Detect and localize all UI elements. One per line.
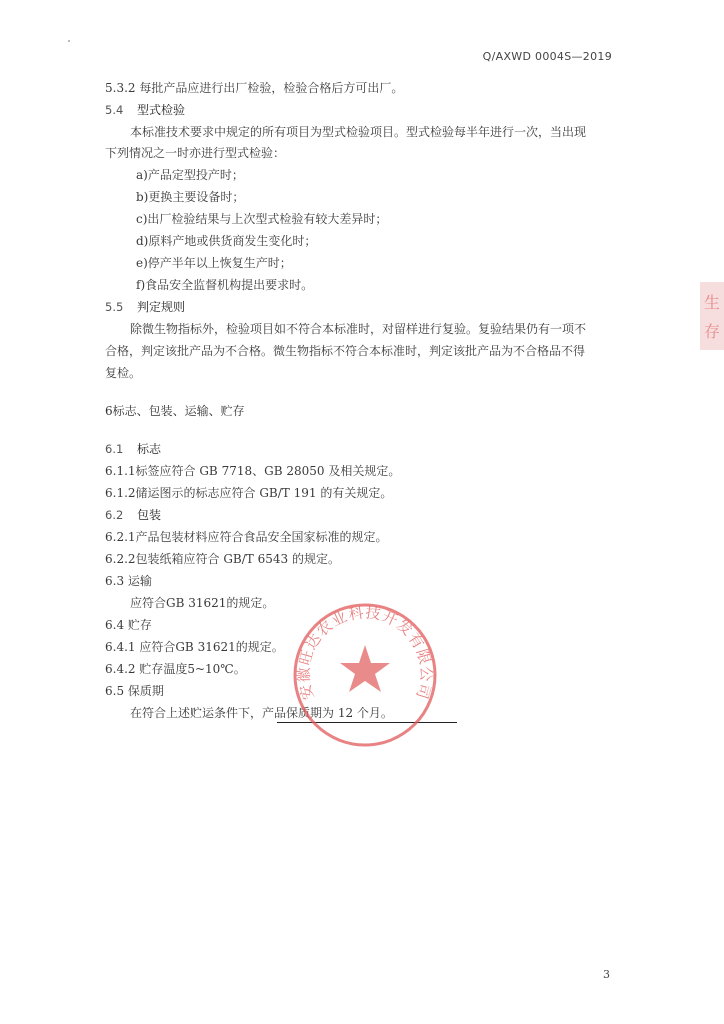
svg-text:生: 生 [703,293,721,312]
heading-number: 5.5 [105,300,124,314]
edge-seal-fragment [698,282,724,350]
clause-6-1-2: 6.1.2储运图示的标志应符合 GB/T 191 的有关规定。 [105,486,393,500]
paragraph-line: 在符合上述贮运条件下，产品保质期为 12 个月。 [130,706,393,720]
section-6-heading: 6标志、包装、运输、贮存 [105,404,245,418]
list-item: a)产品定型投产时； [136,168,244,182]
clause-6-4-1: 6.4.1 应符合GB 31621的规定。 [105,640,284,654]
list-item: d)原料产地或供货商发生变化时； [136,234,317,248]
clause-5-3-2: 5.3.2 每批产品应进行出厂检验，检验合格后方可出厂。 [105,81,404,95]
svg-text:存: 存 [703,322,721,341]
heading-title: 判定规则 [137,300,186,314]
heading-title: 包装 [137,508,162,522]
paragraph-line: 下列情况之一时亦进行型式检验： [105,146,286,160]
list-item: b)更换主要设备时； [136,190,245,204]
heading-5-4 [105,102,185,118]
list-item: e)停产半年以上恢复生产时； [136,256,292,270]
clause-6-1-1: 6.1.1标签应符合 GB 7718、GB 28050 及相关规定。 [105,464,401,478]
paragraph-line: 应符合GB 31621的规定。 [130,596,275,610]
clause-6-4-2: 6.4.2 贮存温度5~10℃。 [105,662,246,676]
heading-5-5 [105,299,185,315]
heading-6-4: 6.4 贮存 [105,618,152,632]
standard-code: Q/AXWD 0004S—2019 [482,50,612,63]
heading-title: 标志 [137,442,162,456]
heading-title: 型式检验 [137,103,186,117]
heading-number: 6.2 [105,508,124,522]
clause-6-2-1: 6.2.1产品包装材料应符合食品安全国家标准的规定。 [105,530,388,544]
seal-text: 安徽旺达农业科技开发有限公司 [294,603,436,702]
heading-6-2 [105,507,161,523]
heading-number: 5.4 [105,103,124,117]
list-item: c)出厂检验结果与上次型式检验有较大差异时； [136,212,388,226]
heading-6-3: 6.3 运输 [105,574,152,588]
list-item: f)食品安全监督机构提出要求时。 [136,278,314,292]
paragraph-line: 复检。 [105,366,142,380]
company-seal-stamp [290,600,440,750]
scan-speck [68,40,70,42]
page-number: 3 [603,968,610,981]
clause-6-2-2: 6.2.2包装纸箱应符合 GB/T 6543 的规定。 [105,552,340,566]
paragraph-line: 除微生物指标外，检验项目如不符合本标准时，对留样进行复验。复验结果仍有一项不 [130,322,587,336]
paragraph-line: 本标准技术要求中规定的所有项目为型式检验项目。型式检验每半年进行一次，当出现 [130,125,587,139]
heading-6-1 [105,441,161,457]
heading-6-5: 6.5 保质期 [105,684,164,698]
heading-number: 6.1 [105,442,124,456]
paragraph-line: 合格，判定该批产品为不合格。微生物指标不符合本标准时，判定该批产品为不合格品不得 [105,344,586,358]
